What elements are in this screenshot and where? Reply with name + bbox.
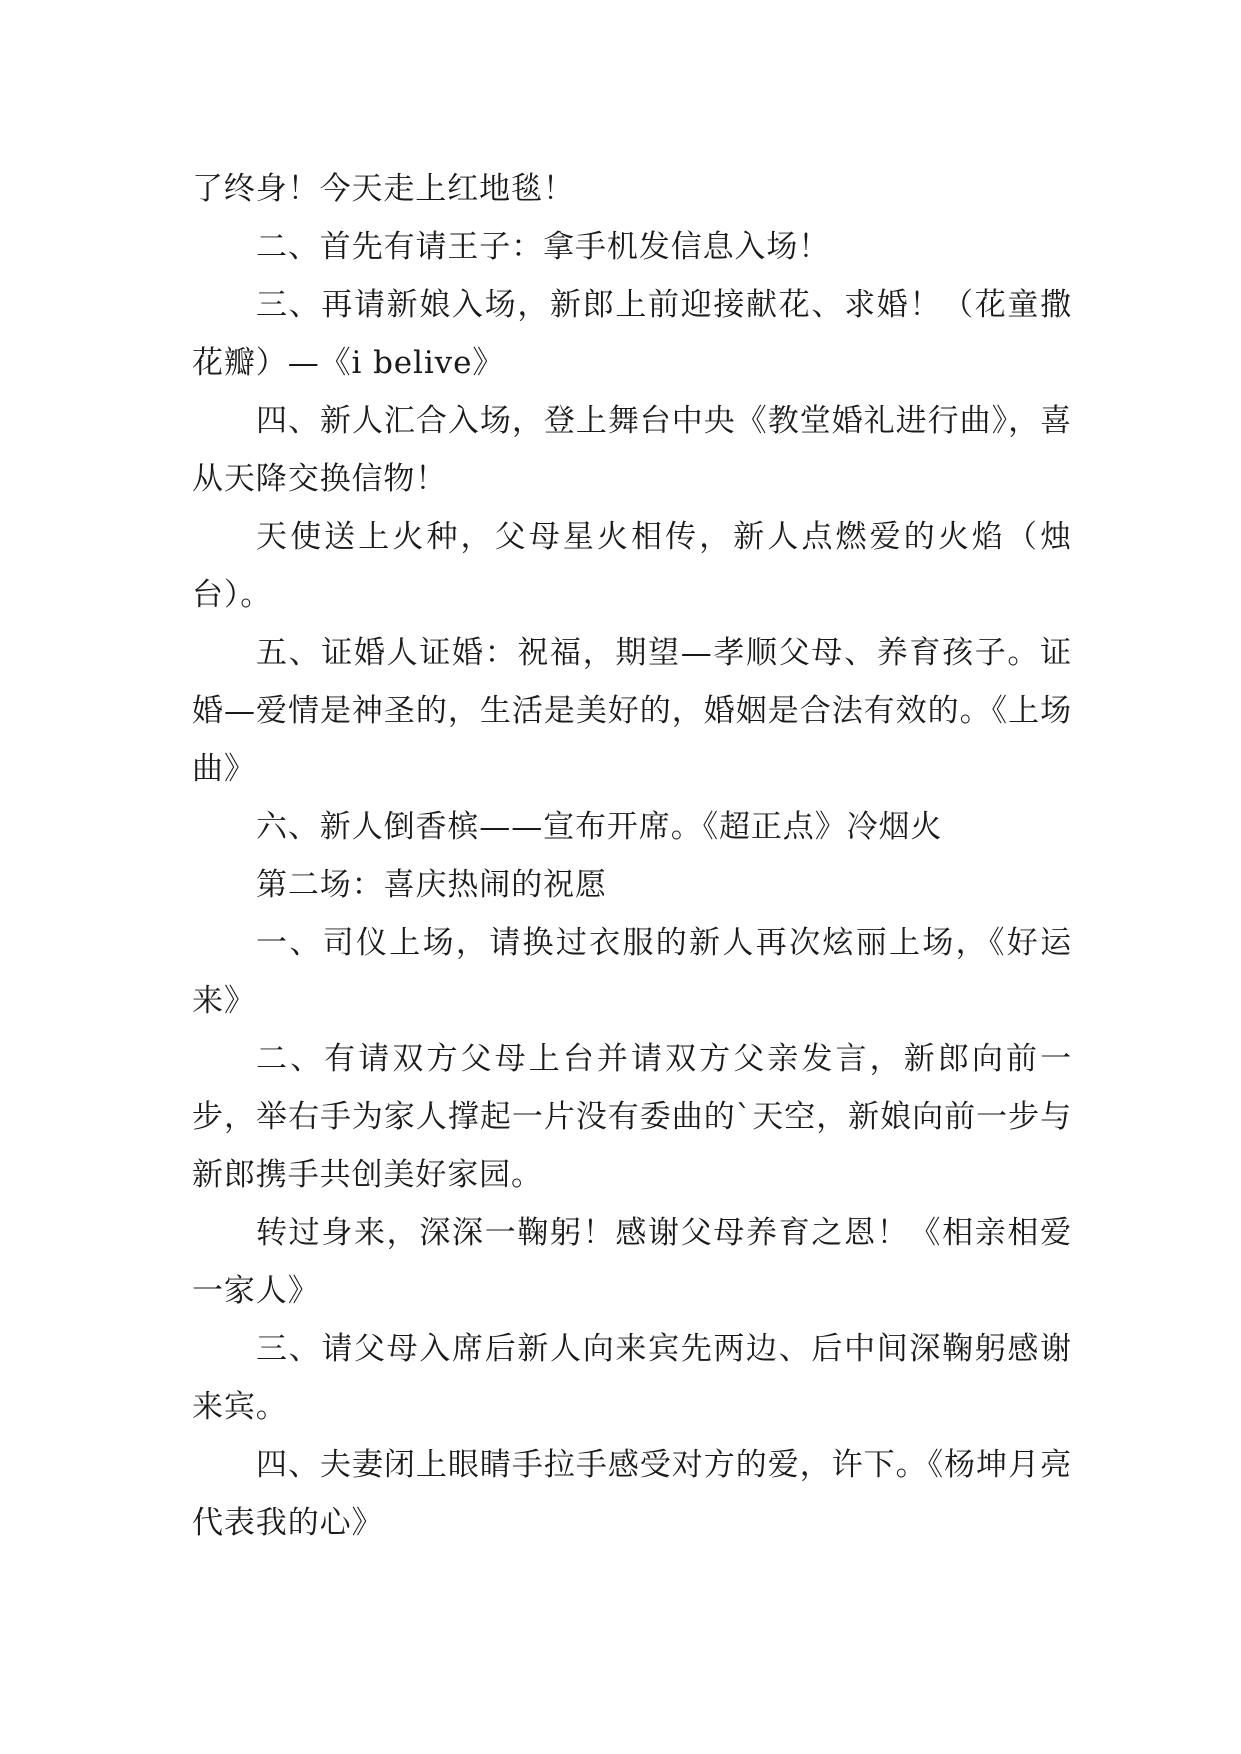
paragraph: 了终身！今天走上红地毯！ xyxy=(192,171,575,207)
paragraph: 转过身来，深深一鞠躬！感谢父母养育之恩！《相亲相爱一家人》 xyxy=(192,1215,1072,1309)
document-body xyxy=(192,160,1072,1552)
paragraph: 三、请父母入席后新人向来宾先两边、后中间深鞠躬感谢来宾。 xyxy=(192,1331,1072,1425)
section-heading: 第二场：喜庆热闹的祝愿 xyxy=(256,867,607,903)
paragraph: 五、证婚人证婚：祝福，期望—孝顺父母、养育孩子。证婚—爱情是神圣的，生活是美好的，婚姻是合法有效的。《上场曲》 xyxy=(192,635,1072,787)
paragraph: 天使送上火种，父母星火相传，新人点燃爱的火焰（烛台）。 xyxy=(192,519,1072,613)
paragraph: 二、首先有请王子：拿手机发信息入场！ xyxy=(256,229,831,265)
paragraph: 三、再请新娘入场，新郎上前迎接献花、求婚！（花童撒花瓣）—《i belive》 xyxy=(192,287,1072,381)
paragraph: 六、新人倒香槟——宣布开席。《超正点》冷烟火 xyxy=(256,809,943,845)
paragraph: 一、司仪上场，请换过衣服的新人再次炫丽上场，《好运来》 xyxy=(192,925,1072,1019)
paragraph: 四、夫妻闭上眼睛手拉手感受对方的爱，许下。《杨坤月亮代表我的心》 xyxy=(192,1447,1072,1541)
paragraph: 四、新人汇合入场，登上舞台中央《教堂婚礼进行曲》，喜从天降交换信物！ xyxy=(192,403,1072,497)
paragraph: 二、有请双方父母上台并请双方父亲发言，新郎向前一步，举右手为家人撑起一片没有委曲的`天空，新娘向前一步与新郎携手共创美好家园。 xyxy=(192,1041,1072,1193)
